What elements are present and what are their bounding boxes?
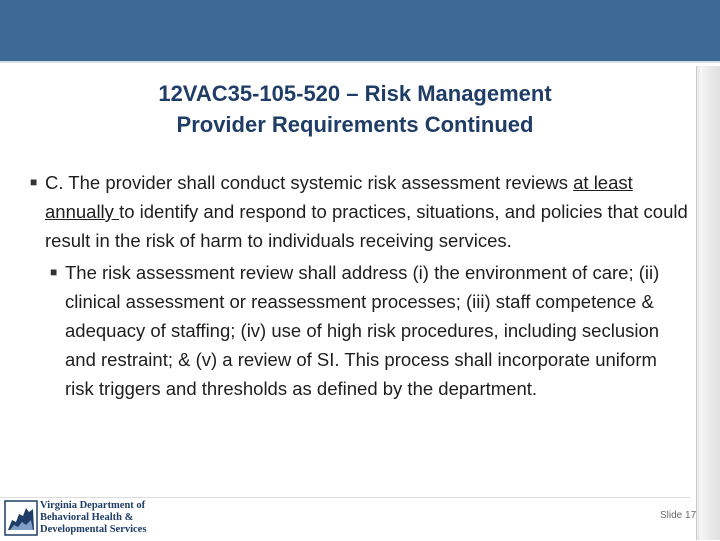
- dbhds-logo: [4, 500, 184, 538]
- logo-text: [40, 500, 146, 536]
- bullet-1-underlined-text: at least annually: [45, 172, 633, 222]
- slide-title: [60, 78, 650, 140]
- virginia-state-outline-icon: [4, 500, 38, 536]
- logo-line-1: Virginia Department of: [40, 500, 146, 511]
- logo-line-3: Developmental Services: [40, 524, 147, 535]
- right-decorative-rail: [696, 66, 720, 540]
- bullet-1-text-start: C. The provider shall conduct systemic risk assessment reviews: [45, 172, 574, 193]
- slide-number: Slide 17: [660, 510, 697, 521]
- header-bar: [0, 0, 720, 61]
- header-divider: [0, 61, 720, 63]
- bullet-1-text-end: to identify and respond to practices, situations, and policies that could result in the risk of harm to individuals receiving services.: [45, 201, 688, 251]
- title-line-1: 12VAC35-105-520 – Risk Management: [158, 81, 552, 106]
- title-line-2: Provider Requirements Continued: [176, 112, 534, 137]
- square-bullet-icon: ■: [50, 265, 58, 279]
- bullet-item-2: [50, 258, 690, 403]
- logo-line-2: Behavioral Health &: [40, 512, 134, 523]
- bullet-item-1: [30, 168, 690, 255]
- footer-divider: [0, 497, 690, 498]
- square-bullet-icon: ■: [30, 175, 38, 189]
- bullet-2-text: The risk assessment review shall address (i) the environment of care; (ii) clinical assessment or reassessment processes; (iii) staff competence & adequacy of staffing; (iv) use of high risk procedures, including seclusion and restraint; & (v) a review of SI. This process shall incorporate uniform risk triggers and thresholds as defined by the department.: [65, 262, 660, 399]
- slide-body: [30, 168, 690, 403]
